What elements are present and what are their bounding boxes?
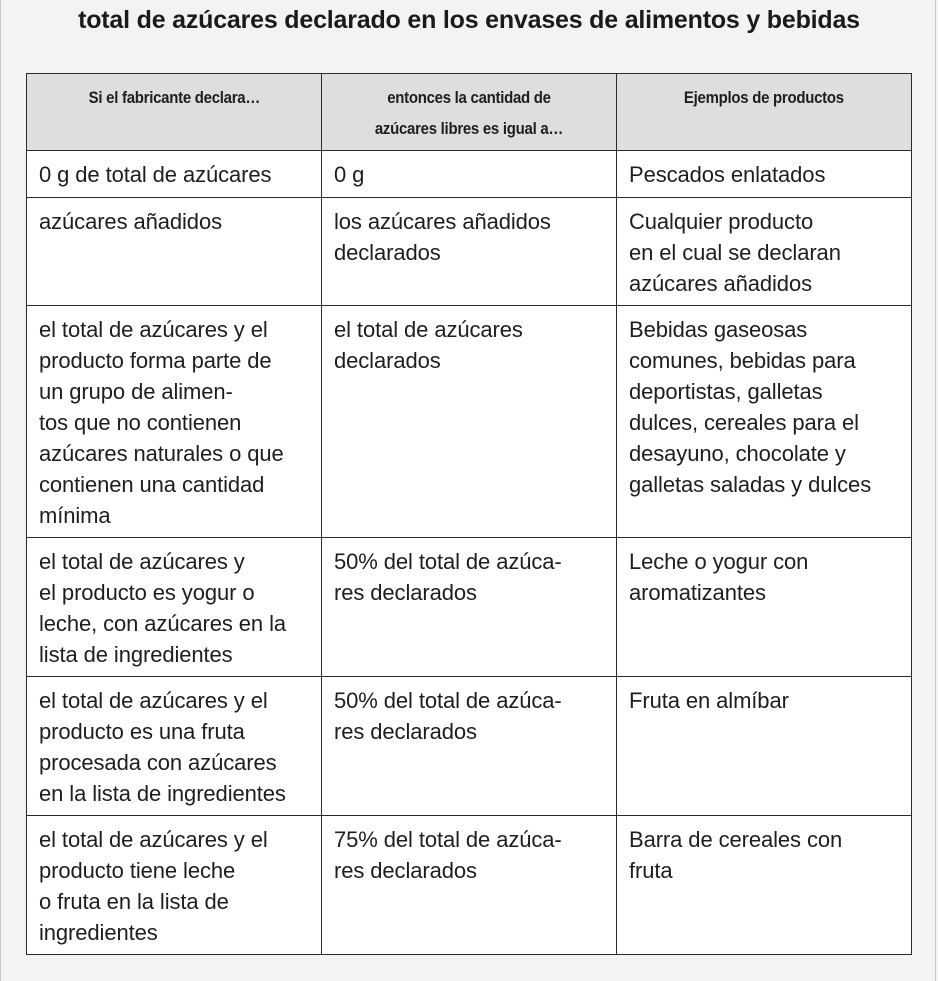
- cell-free-sugars: el total de azúcares declarados: [322, 306, 617, 538]
- cell-examples: Leche o yogur con aromatizantes: [617, 538, 912, 677]
- table-row: [27, 816, 912, 955]
- table-row: [27, 151, 912, 198]
- table-row: [27, 538, 912, 677]
- table-header-row: [27, 74, 912, 151]
- cell-declaration: el total de azúcares y el producto es yogur o leche, con azúcares en la lista de ingredientes: [27, 538, 322, 677]
- cell-declaration: 0 g de total de azúcares: [27, 151, 322, 198]
- cell-examples: Barra de cereales con fruta: [617, 816, 912, 955]
- table-row: [27, 677, 912, 816]
- cell-declaration: el total de azúcares y el producto tiene leche o fruta en la lista de ingredientes: [27, 816, 322, 955]
- header-product-examples: Ejemplos de productos: [617, 74, 912, 151]
- header-manufacturer-declares: Si el fabricante declara…: [27, 74, 322, 151]
- page-title: total de azúcares declarado en los envases de alimentos y bebidas: [78, 6, 860, 34]
- table-row: [27, 306, 912, 538]
- header-free-sugars-equal: entonces la cantidad de azúcares libres es igual a…: [322, 74, 617, 151]
- cell-free-sugars: 75% del total de azúca- res declarados: [322, 816, 617, 955]
- cell-free-sugars: 50% del total de azúca- res declarados: [322, 677, 617, 816]
- cell-examples: Fruta en almíbar: [617, 677, 912, 816]
- cell-free-sugars: los azúcares añadidos declarados: [322, 198, 617, 306]
- cell-declaration: azúcares añadidos: [27, 198, 322, 306]
- cell-free-sugars: 0 g: [322, 151, 617, 198]
- cell-examples: Pescados enlatados: [617, 151, 912, 198]
- cell-declaration: el total de azúcares y el producto forma parte de un grupo de alimen- tos que no contienen azúcares naturales o que contienen una cantidad mínima: [27, 306, 322, 538]
- cell-examples: Bebidas gaseosas comunes, bebidas para deportistas, galletas dulces, cereales para el desayuno, chocolate y galletas saladas y dulces: [617, 306, 912, 538]
- cell-examples: Cualquier producto en el cual se declaran azúcares añadidos: [617, 198, 912, 306]
- table-row: [27, 198, 912, 306]
- cell-declaration: el total de azúcares y el producto es una fruta procesada con azúcares en la lista de ingredientes: [27, 677, 322, 816]
- sugar-declaration-table: [26, 73, 912, 955]
- cell-free-sugars: 50% del total de azúca- res declarados: [322, 538, 617, 677]
